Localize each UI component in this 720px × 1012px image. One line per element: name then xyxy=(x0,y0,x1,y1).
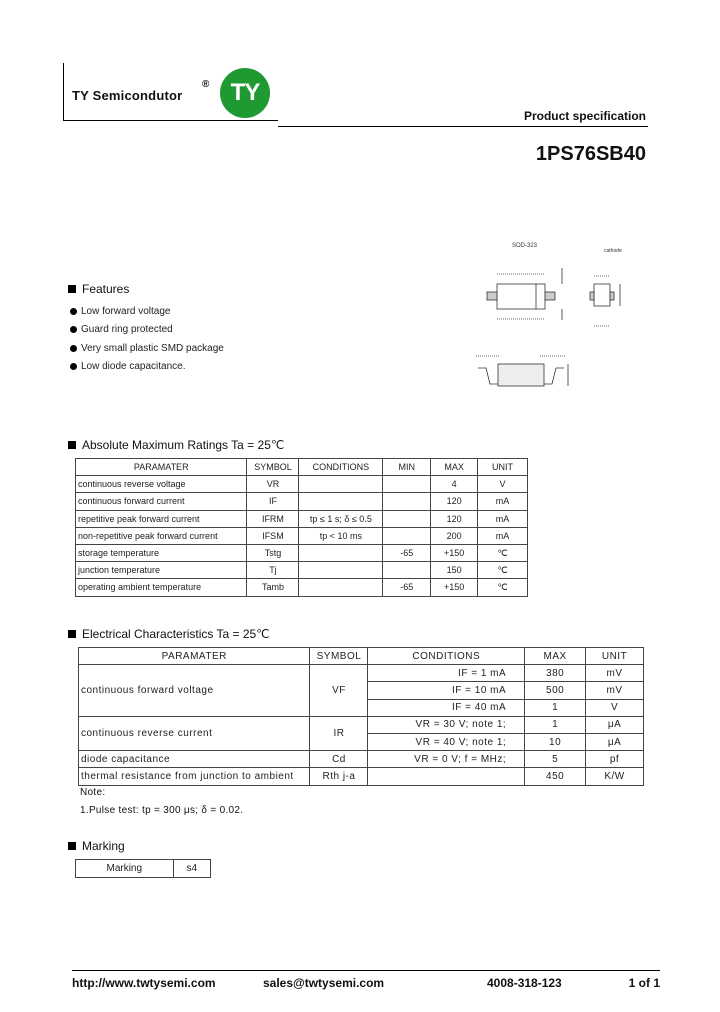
table-row: diode capacitance Cd VR = 0 V; f = MHz; 5 pf xyxy=(79,751,644,768)
column-header: MAX xyxy=(431,459,478,476)
features-list xyxy=(70,302,224,376)
table-row: continuous forward current IF 120 mA xyxy=(76,493,528,510)
ec-heading xyxy=(68,627,270,641)
table-row xyxy=(76,860,211,878)
column-header: SYMBOL xyxy=(247,459,299,476)
column-header: PARAMATER xyxy=(76,459,247,476)
amr-title: Absolute Maximum Ratings Ta = 25℃ xyxy=(82,438,285,452)
header-underline xyxy=(63,120,278,121)
marking-table xyxy=(75,859,211,878)
column-header: CONDITIONS xyxy=(299,459,383,476)
table-row: operating ambient temperature Tamb -65 +150 ℃ xyxy=(76,579,528,596)
table-row: continuous reverse current IR VR = 30 V; note 1; 1 μA xyxy=(79,716,644,733)
column-header: UNIT xyxy=(586,648,644,665)
list-item: Very small plastic SMD package xyxy=(70,339,224,358)
table-row: continuous reverse voltage VR 4 V xyxy=(76,476,528,493)
list-item: Guard ring protected xyxy=(70,321,224,340)
bullet-dot-icon xyxy=(70,326,77,333)
marking-label: Marking xyxy=(76,860,174,878)
footer-email-link[interactable]: sales@twtysemi.com xyxy=(263,976,385,990)
note-item: 1.Pulse test: tp = 300 μs; δ = 0.02. xyxy=(80,805,244,816)
table-row: IF = 10 mA 500 mV xyxy=(79,682,644,699)
column-header: CONDITIONS xyxy=(368,648,525,665)
marking-value: s4 xyxy=(173,860,210,878)
features-title: Features xyxy=(82,282,130,296)
footer-website-link[interactable]: http://www.twtysemi.com xyxy=(72,976,216,990)
bullet-dot-icon xyxy=(70,363,77,370)
registered-mark: ® xyxy=(202,79,210,90)
footer-page-number: 1 of 1 xyxy=(628,976,660,990)
table-row: non-repetitive peak forward current IFSM tp < 10 ms 200 mA xyxy=(76,527,528,544)
column-header: MAX xyxy=(525,648,586,665)
part-number: 1PS76SB40 xyxy=(535,143,646,165)
header-vertical-line xyxy=(63,63,64,121)
footer-phone: 4008-318-123 xyxy=(487,976,562,990)
table-row: repetitive peak forward current IFRM tp ≤ 1 s; δ ≤ 0.5 120 mA xyxy=(76,510,528,527)
note-label: Note: xyxy=(80,787,106,798)
column-header: MIN xyxy=(383,459,431,476)
footer-rule xyxy=(72,970,660,971)
column-header: UNIT xyxy=(478,459,528,476)
marking-heading xyxy=(68,839,125,853)
table-row: junction temperature Tj 150 ℃ xyxy=(76,562,528,579)
bullet-dot-icon xyxy=(70,345,77,352)
table-row: thermal resistance from junction to ambient Rth j-a 450 K/W xyxy=(79,768,644,785)
bullet-square-icon xyxy=(68,441,76,449)
product-specification-label: Product specification xyxy=(523,109,646,123)
table-row: VR = 40 V; note 1; 10 μA xyxy=(79,733,644,750)
column-header: PARAMATER xyxy=(79,648,310,665)
column-header: SYMBOL xyxy=(310,648,368,665)
bullet-square-icon xyxy=(68,842,76,850)
marking-title: Marking xyxy=(82,839,125,853)
list-item: Low forward voltage xyxy=(70,302,224,321)
sod323-package-drawing xyxy=(470,238,640,398)
table-row: IF = 40 mA 1 V xyxy=(79,699,644,716)
table-row: continuous forward voltage VF IF = 1 mA 380 mV xyxy=(79,665,644,682)
absolute-maximum-ratings-table xyxy=(75,458,528,597)
bullet-dot-icon xyxy=(70,308,77,315)
amr-heading xyxy=(68,438,284,452)
header-rule xyxy=(278,126,648,127)
cathode-label: cathode xyxy=(604,248,622,254)
package-name: SOD-323 xyxy=(512,243,538,249)
electrical-characteristics-table xyxy=(78,647,644,786)
company-name: TY Semicondutor xyxy=(72,88,183,103)
company-logo: TY xyxy=(220,68,270,118)
list-item: Low diode capacitance. xyxy=(70,358,224,377)
package-front-view xyxy=(476,356,568,386)
table-header-row xyxy=(79,648,644,665)
features-heading xyxy=(68,282,129,296)
table-row: storage temperature Tstg -65 +150 ℃ xyxy=(76,544,528,561)
table-header-row xyxy=(76,459,528,476)
bullet-square-icon xyxy=(68,630,76,638)
ec-title: Electrical Characteristics Ta = 25℃ xyxy=(82,627,270,641)
bullet-square-icon xyxy=(68,285,76,293)
package-top-view xyxy=(487,268,562,320)
package-side-view xyxy=(590,276,620,326)
